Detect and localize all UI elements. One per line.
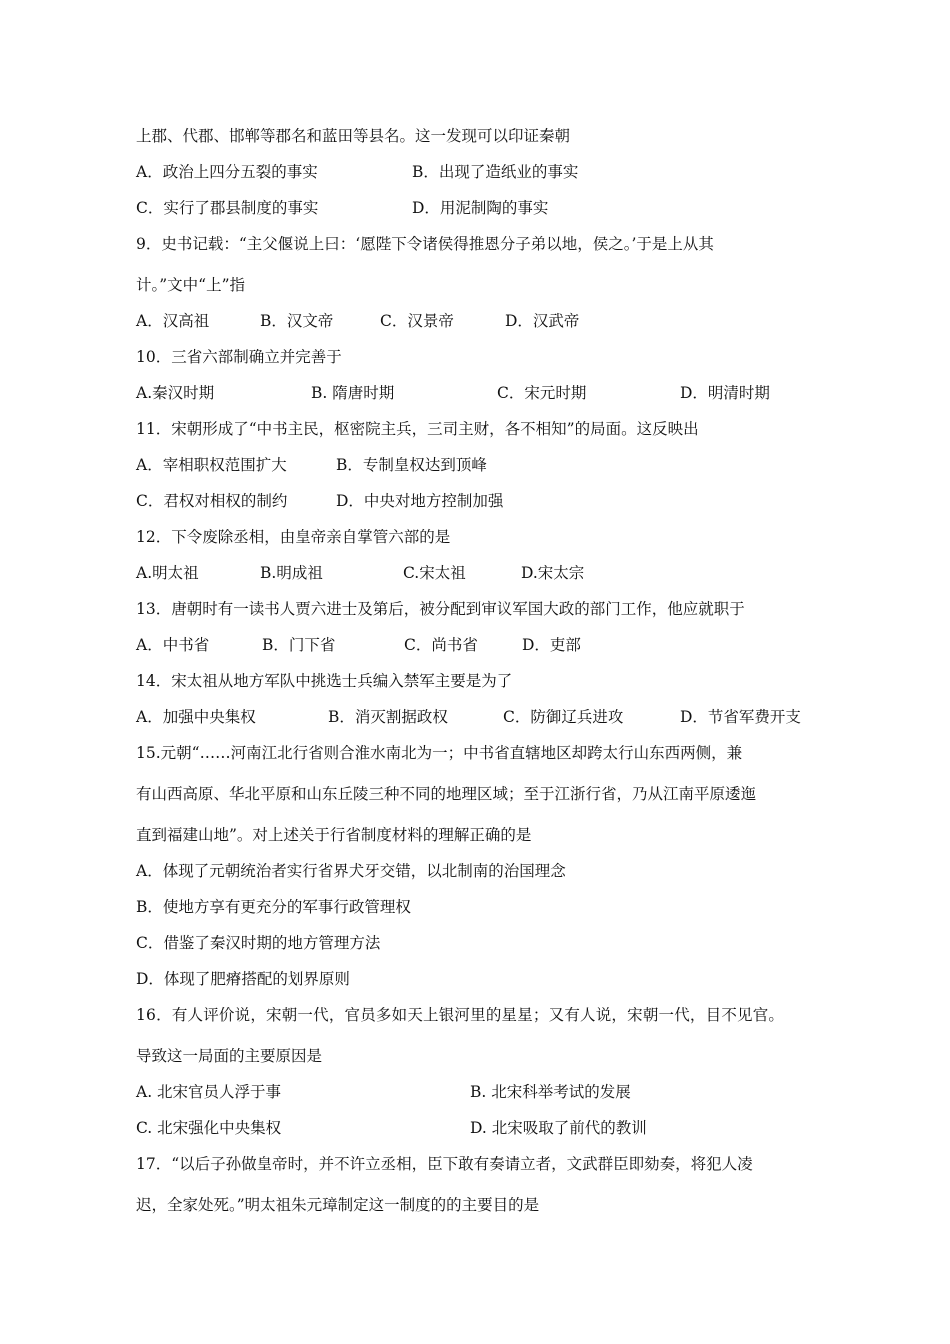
- question-13-option-c: C．尚书省: [404, 636, 478, 654]
- question-17-stem: 17．“以后子孙做皇帝时，并不许立丞相，臣下敢有奏请立者，文武群臣即劾奏，将犯人凌: [136, 1155, 753, 1173]
- question-8-option-c: C．实行了郡县制度的事实: [136, 199, 319, 217]
- question-15-option-c: C．借鉴了秦汉时期的地方管理方法: [136, 934, 381, 952]
- question-16-stem: 16．有人评价说，宋朝一代，官员多如天上银河里的星星；又有人说，宋朝一代，目不见官。: [136, 1006, 785, 1024]
- question-14-option-d: D．节省军费开支: [680, 708, 801, 726]
- question-12-option-d: D.宋太宗: [521, 564, 585, 582]
- question-11-option-c: C．君权对相权的制约: [136, 492, 288, 510]
- question-12-stem: 12．下令废除丞相，由皇帝亲自掌管六部的是: [136, 528, 451, 546]
- question-14-stem: 14．宋太祖从地方军队中挑选士兵编入禁军主要是为了: [136, 672, 513, 690]
- question-15-stem-cont-1: 有山西高原、华北平原和山东丘陵三种不同的地理区域；至于江浙行省，乃从江南平原逶迤: [136, 785, 757, 803]
- question-11-option-d: D．中央对地方控制加强: [336, 492, 504, 510]
- question-10-option-a: A.秦汉时期: [136, 384, 215, 402]
- question-13-stem: 13．唐朝时有一读书人贾六进士及第后，被分配到审议军国大政的部门工作，他应就职于: [136, 600, 745, 618]
- question-8-stem-end: 上郡、代郡、邯郸等郡名和蓝田等县名。这一发现可以印证秦朝: [136, 127, 571, 145]
- question-9-option-d: D．汉武帝: [505, 312, 580, 330]
- question-9-stem-cont: 计。”文中“上”指: [136, 276, 246, 294]
- question-8-option-d: D．用泥制陶的事实: [412, 199, 549, 217]
- question-15-option-d: D．体现了肥瘠搭配的划界原则: [136, 970, 350, 988]
- question-10-option-d: D．明清时期: [680, 384, 770, 402]
- question-10-option-c: C．宋元时期: [497, 384, 587, 402]
- question-16-stem-cont: 导致这一局面的主要原因是: [136, 1047, 323, 1065]
- question-8-option-b: B．出现了造纸业的事实: [412, 163, 579, 181]
- question-8-option-a: A．政治上四分五裂的事实: [136, 163, 318, 181]
- question-15-option-a: A．体现了元朝统治者实行省界犬牙交错，以北制南的治国理念: [136, 862, 566, 880]
- question-12-option-a: A.明太祖: [136, 564, 199, 582]
- question-12-option-b: B.明成祖: [260, 564, 323, 582]
- question-14-option-c: C．防御辽兵进攻: [503, 708, 624, 726]
- question-16-option-c: C. 北宋强化中央集权: [136, 1119, 282, 1137]
- question-10-stem: 10．三省六部制确立并完善于: [136, 348, 342, 366]
- question-13-option-d: D．吏部: [522, 636, 581, 654]
- question-9-stem: 9．史书记载：“主父偃说上曰：‘愿陛下令诸侯得推恩分子弟以地，侯之。’于是上从其: [136, 235, 714, 253]
- question-15-option-b: B．使地方享有更充分的军事行政管理权: [136, 898, 411, 916]
- question-10-option-b: B. 隋唐时期: [311, 384, 395, 402]
- question-16-option-a: A. 北宋官员人浮于事: [136, 1083, 282, 1101]
- question-15-stem: 15.元朝“……河南江北行省则合淮水南北为一；中书省直辖地区却跨太行山东西两侧，兼: [136, 744, 743, 762]
- question-16-option-b: B. 北宋科举考试的发展: [470, 1083, 631, 1101]
- question-9-option-a: A．汉高祖: [136, 312, 210, 330]
- question-16-option-d: D. 北宋吸取了前代的教训: [470, 1119, 647, 1137]
- question-14-option-b: B．消灭割据政权: [328, 708, 448, 726]
- question-12-option-c: C.宋太祖: [403, 564, 466, 582]
- question-9-option-b: B．汉文帝: [260, 312, 334, 330]
- question-15-stem-cont-2: 直到福建山地”。对上述关于行省制度材料的理解正确的是: [136, 826, 532, 844]
- question-17-stem-cont: 迟，全家处死。”明太祖朱元璋制定这一制度的的主要目的是: [136, 1196, 540, 1214]
- question-11-stem: 11．宋朝形成了“中书主民，枢密院主兵，三司主财，各不相知”的局面。这反映出: [136, 420, 699, 438]
- question-11-option-b: B．专制皇权达到顶峰: [336, 456, 487, 474]
- question-13-option-a: A．中书省: [136, 636, 210, 654]
- question-11-option-a: A．宰相职权范围扩大: [136, 456, 287, 474]
- question-14-option-a: A．加强中央集权: [136, 708, 256, 726]
- question-13-option-b: B．门下省: [262, 636, 336, 654]
- question-9-option-c: C．汉景帝: [380, 312, 454, 330]
